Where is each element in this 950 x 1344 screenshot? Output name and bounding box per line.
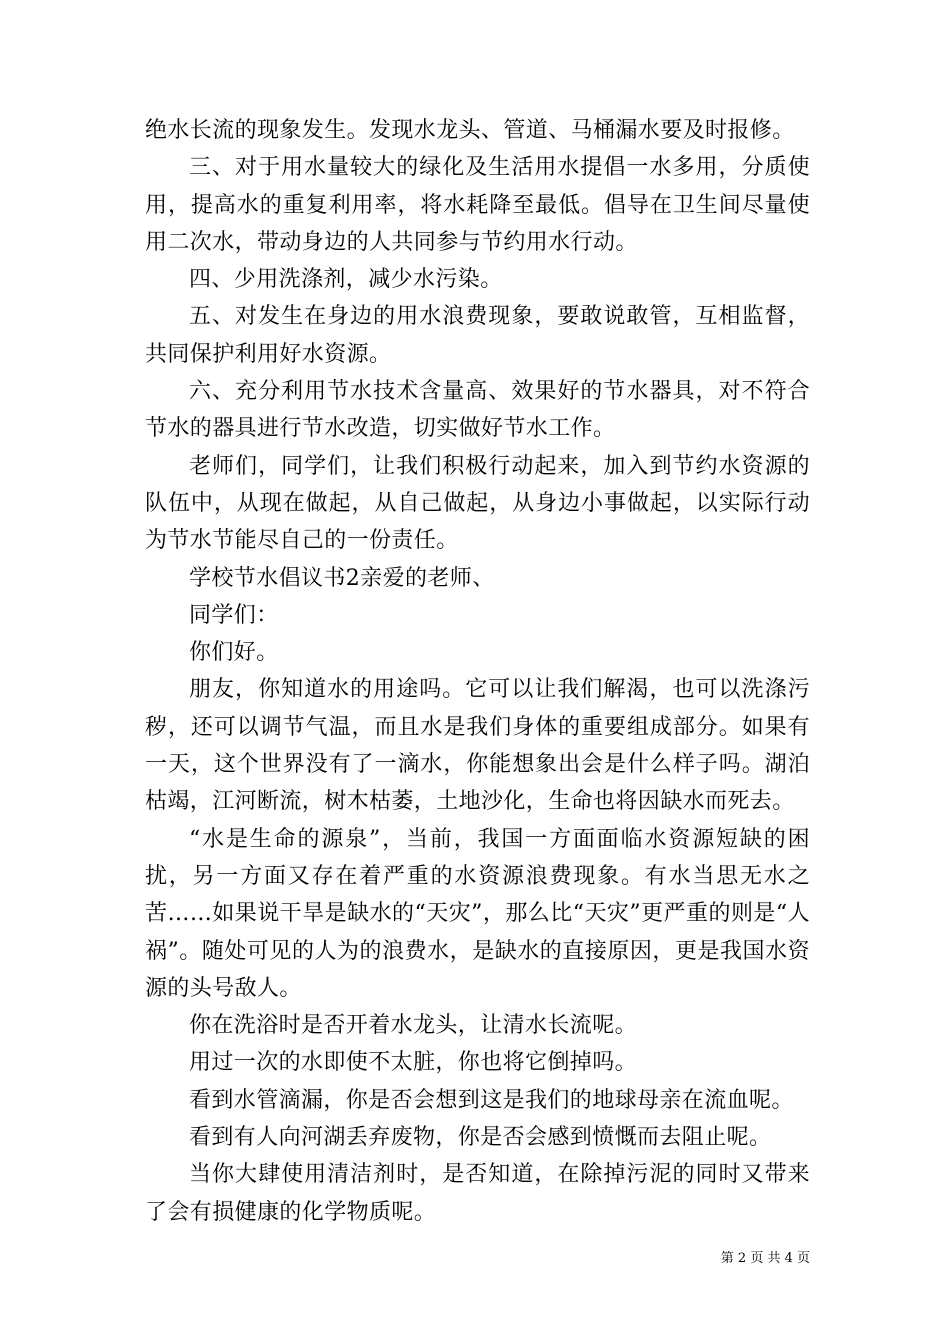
paragraph: 四、少用洗涤剂，减少水污染。 [189,267,503,293]
paragraph: 同学们： [189,602,279,628]
paragraph: 朋友，你知道水的用途吗。它可以让我们解渴，也可以洗涤污秽，还可以调节气温，而且水是我们身体的重要组成部分。如果有一天，这个世界没有了一滴水，你能想象出会是什么样子吗。湖泊枯竭，江河断流，树木枯萎，土地沙化，生命也将因缺水而死去。 [145,677,810,815]
paragraph: 看到有人向河湖丢弃废物，你是否会感到愤慨而去阻止呢。 [189,1125,772,1151]
paragraph: 学校节水倡议书2亲爱的老师、 [189,565,495,591]
paragraph: 三、对于用水量较大的绿化及生活用水提倡一水多用，分质使用，提高水的重复利用率，将水耗降至最低。倡导在卫生间尽量使用二次水，带动身边的人共同参与节约用水行动。 [145,155,810,255]
paragraph: 用过一次的水即使不太脏，你也将它倒掉吗。 [189,1050,638,1076]
paragraph: “水是生命的源泉”，当前，我国一方面面临水资源短缺的困扰，另一方面又存在着严重的水资源浪费现象。有水当思无水之苦……如果说干旱是缺水的“天灾”，那么比“天灾”更严重的则是“人祸”。随处可见的人为的浪费水，是缺水的直接原因，更是我国水资源的头号敌人。 [145,826,810,1001]
document-body [145,112,810,1231]
paragraph: 当你大肆使用清洁剂时，是否知道，在除掉污泥的同时又带来了会有损健康的化学物质呢。 [145,1162,810,1225]
paragraph: 绝水长流的现象发生。发现水龙头、管道、马桶漏水要及时报修。 [145,118,795,143]
paragraph: 你在洗浴时是否开着水龙头，让清水长流呢。 [189,1013,638,1039]
paragraph: 看到水管滴漏，你是否会想到这是我们的地球母亲在流血呢。 [189,1087,794,1113]
page-number: 第 2 页 共 4 页 [720,1251,810,1266]
paragraph: 五、对发生在身边的用水浪费现象，要敢说敢管，互相监督，共同保护利用好水资源。 [145,304,810,367]
paragraph: 老师们，同学们，让我们积极行动起来，加入到节约水资源的队伍中，从现在做起，从自己做起，从身边小事做起，以实际行动为节水节能尽自己的一份责任。 [145,453,810,554]
paragraph: 你们好。 [189,640,279,666]
paragraph: 六、充分利用节水技术含量高、效果好的节水器具，对不符合节水的器具进行节水改造，切实做好节水工作。 [145,379,810,442]
